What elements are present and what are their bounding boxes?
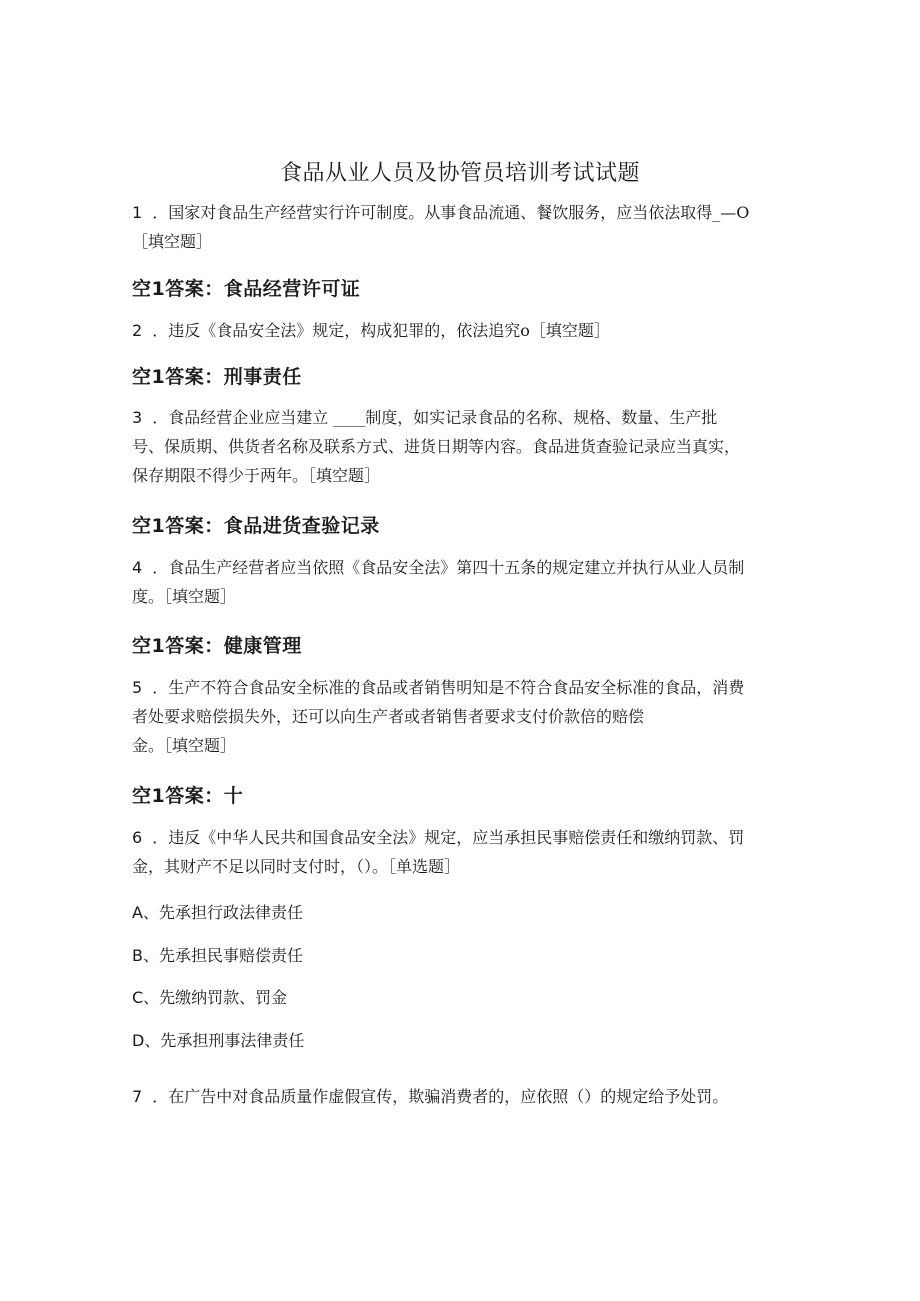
question-text: ．食品经营企业应当建立 ____制度，如实记录食品的名称、规格、数量、生产批 bbox=[152, 408, 718, 427]
question-text: ．违反《食品安全法》规定，构成犯罪的，依法追究o［填空题］ bbox=[152, 321, 610, 340]
question-text: ．国家对食品生产经营实行许可制度。从事食品流通、餐饮服务，应当依法取得_—O bbox=[152, 203, 750, 222]
question-text: 度。［填空题］ bbox=[132, 587, 237, 606]
option-text: 、先承担民事赔偿责任 bbox=[142, 946, 303, 965]
answer-1: 空1答案：食品经营许可证 bbox=[132, 278, 361, 300]
question-text: 者处要求赔偿损失外，还可以向生产者或者销售者要求支付价款倍的赔偿 bbox=[132, 707, 645, 726]
question-4 bbox=[132, 553, 782, 611]
answer-5: 空1答案：十 bbox=[132, 785, 244, 807]
option-letter: C bbox=[132, 988, 144, 1007]
question-text: 金。［填空题］ bbox=[132, 736, 237, 755]
question-2 bbox=[132, 316, 782, 345]
question-6 bbox=[132, 823, 782, 881]
question-text: ．违反《中华人民共和国食品安全法》规定，应当承担民事赔偿责任和缴纳罚款、罚 bbox=[152, 828, 745, 847]
option-d bbox=[132, 1028, 304, 1051]
option-a bbox=[132, 900, 303, 923]
question-number: 1 bbox=[132, 203, 143, 222]
question-1 bbox=[132, 198, 782, 256]
answer-4: 空1答案：健康管理 bbox=[132, 635, 302, 657]
option-letter: B bbox=[132, 946, 143, 965]
option-letter: A bbox=[132, 903, 143, 922]
question-text: 金，其财产不足以同时支付时，（）。［单选题］ bbox=[132, 857, 461, 876]
question-number: 2 bbox=[132, 321, 143, 340]
option-text: 、先缴纳罚款、罚金 bbox=[143, 988, 288, 1007]
question-text: 保存期限不得少于两年。［填空题］ bbox=[132, 466, 381, 485]
question-5 bbox=[132, 673, 782, 760]
option-letter: D bbox=[132, 1031, 145, 1050]
page-title: 食品从业人员及协管员培训考试试题 bbox=[279, 161, 640, 186]
question-number: 3 bbox=[132, 408, 143, 427]
option-text: 、先承担刑事法律责任 bbox=[144, 1031, 305, 1050]
option-c bbox=[132, 985, 287, 1008]
question-text: 号、保质期、供货者名称及联系方式、进货日期等内容。食品进货查验记录应当真实， bbox=[132, 437, 741, 456]
question-text: ．生产不符合食品安全标准的食品或者销售明知是不符合食品安全标准的食品，消费 bbox=[152, 678, 745, 697]
question-3 bbox=[132, 403, 782, 490]
answer-3: 空1答案：食品进货查验记录 bbox=[132, 515, 380, 537]
question-text: ．在广告中对食品质量作虚假宣传，欺骗消费者的，应依照（）的规定给予处罚。 bbox=[152, 1087, 729, 1106]
question-number: 7 bbox=[132, 1087, 143, 1106]
option-b bbox=[132, 943, 303, 966]
option-text: 、先承担行政法律责任 bbox=[142, 903, 303, 922]
answer-2: 空1答案：刑事责任 bbox=[132, 366, 302, 388]
question-text: ［填空题］ bbox=[132, 232, 213, 251]
question-text: ．食品生产经营者应当依照《食品安全法》第四十五条的规定建立并执行从业人员制 bbox=[152, 558, 745, 577]
question-number: 4 bbox=[132, 558, 143, 577]
question-number: 5 bbox=[132, 678, 143, 697]
question-number: 6 bbox=[132, 828, 143, 847]
question-7 bbox=[132, 1082, 782, 1111]
